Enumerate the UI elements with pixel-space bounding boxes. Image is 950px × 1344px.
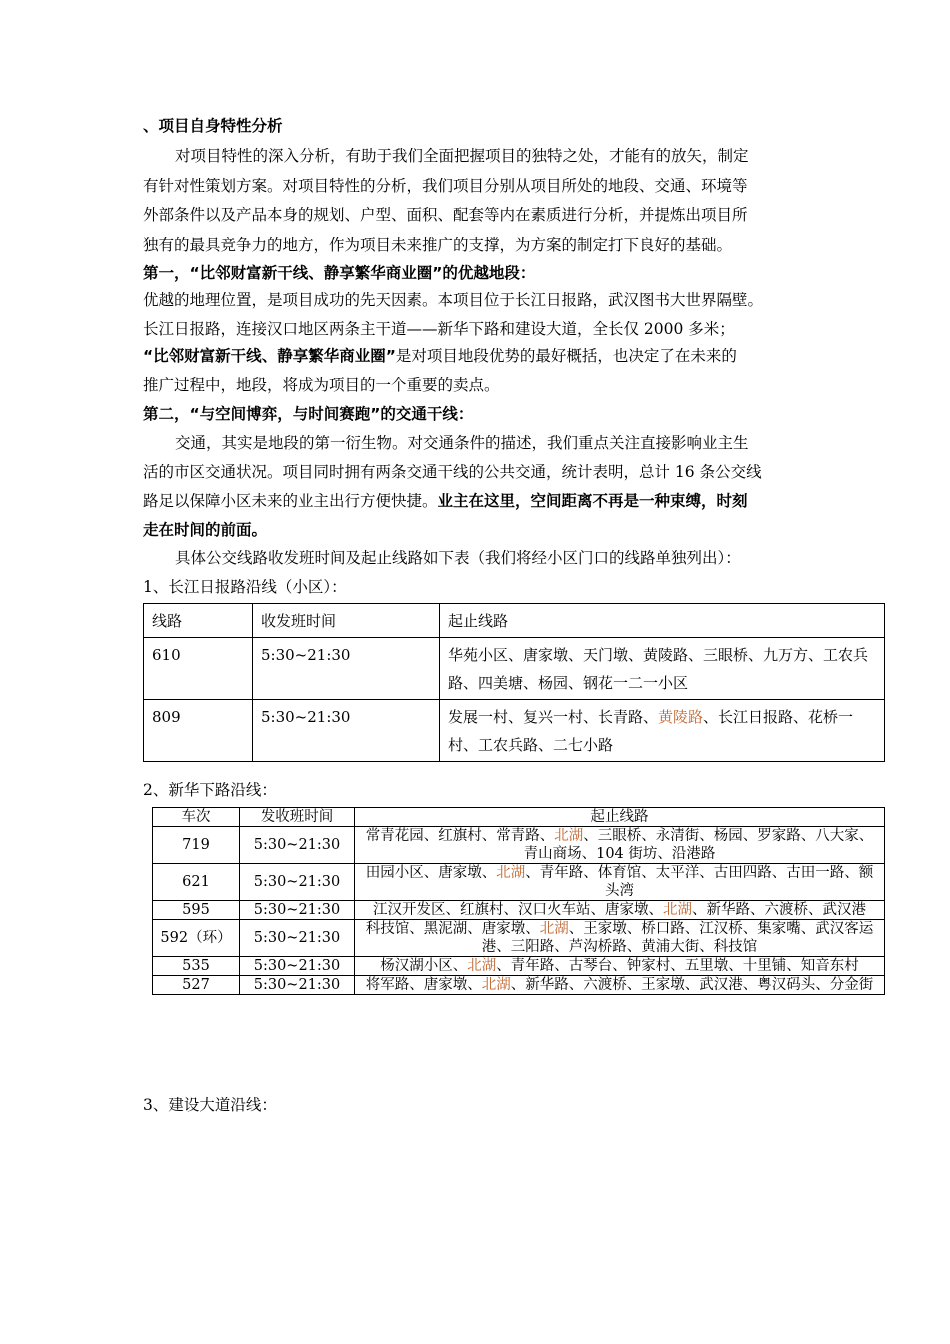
point1-heading: 第一，“比邻财富新干线、静享繁华商业圈”的优越地段：: [143, 264, 536, 282]
route-part: 发展一村、复兴一村、长青路、: [448, 708, 659, 726]
header-cell: 车次: [153, 808, 240, 827]
bus-table-xinhua: [152, 807, 885, 995]
route-part: 将军路、唐家墩、: [365, 977, 482, 993]
route-highlight: 北湖: [539, 921, 569, 937]
table1-title: 1、长江日报路沿线（小区）：: [143, 578, 347, 596]
table-row: [153, 827, 885, 864]
service-time: 5:30~21:30: [240, 901, 355, 920]
route-stops: [355, 864, 885, 901]
point1-line-4: 推广过程中，地段，将成为项目的一个重要的卖点。: [143, 376, 500, 394]
route-part: 、新华路、六渡桥、武汉港: [692, 902, 866, 918]
route-highlight: 北湖: [663, 902, 692, 918]
bus-number: 621: [153, 864, 240, 901]
bus-number: 719: [153, 827, 240, 864]
route-part: 田园小区、唐家墩、: [365, 865, 497, 881]
route-number: 610: [144, 638, 253, 700]
route-part: 常青花园、红旗村、常青路、: [365, 828, 555, 844]
route-highlight: 黄陵路: [658, 708, 704, 726]
route-part: 杨汉湖小区、: [380, 958, 468, 974]
route-stops: 华苑小区、唐家墩、天门墩、黄陵路、三眼桥、九万方、工农兵路、四美塘、杨园、钢花一二一小区: [440, 638, 885, 700]
route-part: 江汉开发区、红旗村、汉口火车站、唐家墩、: [373, 902, 663, 918]
bus-number: 595: [153, 901, 240, 920]
point2-line-4: 走在时间的前面。: [143, 521, 268, 539]
point1-line-3: [143, 345, 737, 367]
route-highlight: 北湖: [496, 865, 526, 881]
table-row: [153, 901, 885, 920]
point2-line-3-normal: 路足以保障小区未来的业主出行方便快捷。: [143, 492, 438, 510]
point1-line-2: 长江日报路，连接汉口地区两条主干道——新华下路和建设大道，全长仅 2000 多米；: [143, 320, 735, 338]
service-time: 5:30~21:30: [240, 957, 355, 976]
table-row: [153, 976, 885, 995]
bus-number: 592（环）: [153, 920, 240, 957]
route-stops: [355, 827, 885, 864]
point1-line-3-rest: 是对项目地段优势的最好概括，也决定了在未来的: [395, 347, 737, 365]
table-row: [153, 864, 885, 901]
table-header-row: [144, 604, 885, 638]
service-time: 5:30~21:30: [240, 827, 355, 864]
route-stops: [355, 920, 885, 957]
service-time: 5:30~21:30: [240, 976, 355, 995]
route-stops: [355, 957, 885, 976]
route-part: 、新华路、六渡桥、王家墩、武汉港、粤汉码头、分金街: [510, 977, 874, 993]
table2-title: 2、新华下路沿线：: [143, 781, 277, 799]
route-highlight: 北湖: [481, 977, 511, 993]
point1-line-1: 优越的地理位置，是项目成功的先天因素。本项目位于长江日报路，武汉图书大世界隔壁。: [143, 291, 764, 309]
table-row: [144, 638, 885, 700]
header-cell: 起止线路: [355, 808, 885, 827]
route-part: 、王家墩、桥口路、江汉桥、集家嘴、武汉客运港、三阳路、芦沟桥路、黄浦大街、科技馆: [481, 921, 874, 955]
bus-number: 527: [153, 976, 240, 995]
table-header-row: [153, 808, 885, 827]
point2-line-2: 活的市区交通状况。项目同时拥有两条交通干线的公共交通，统计表明，总计 16 条公交线: [143, 463, 762, 481]
route-highlight: 北湖: [467, 958, 497, 974]
route-stops: [355, 976, 885, 995]
table-row: [144, 700, 885, 762]
header-cell: 发收班时间: [240, 808, 355, 827]
route-part: 科技馆、黑泥湖、唐家墩、: [365, 921, 540, 937]
section-title: 、项目自身特性分析: [143, 117, 283, 135]
section3-title: 3、建设大道沿线：: [143, 1096, 277, 1114]
intro-line-4: 独有的最具竞争力的地方，作为项目未来推广的支撑，为方案的制定打下良好的基础。: [143, 236, 733, 254]
route-part: 、青年路、体育馆、太平洋、古田四路、古田一路、额头湾: [525, 865, 874, 899]
table-row: [153, 957, 885, 976]
service-time: 5:30~21:30: [253, 638, 440, 700]
point2-line-5: 具体公交线路收发班时间及起止线路如下表（我们将经小区门口的线路单独列出）：: [175, 549, 741, 567]
point2-heading: 第二，“与空间博弈，与时间赛跑”的交通干线：: [143, 405, 474, 423]
route-part: 、长江日报路、花桥一村、工农兵路、二七小路: [448, 708, 854, 754]
table-row: [153, 920, 885, 957]
route-highlight: 北湖: [554, 828, 584, 844]
header-cell: 起止线路: [440, 604, 885, 638]
point1-slogan: “比邻财富新干线、静享繁华商业圈”: [143, 347, 396, 365]
intro-line-1: 对项目特性的深入分析，有助于我们全面把握项目的独特之处，才能有的放矢，制定: [175, 147, 749, 165]
intro-line-3: 外部条件以及产品本身的规划、户型、面积、配套等内在素质进行分析，并提炼出项目所: [143, 206, 748, 224]
route-number: 809: [144, 700, 253, 762]
service-time: 5:30~21:30: [253, 700, 440, 762]
route-part: 、青年路、古琴台、钟家村、五里墩、十里铺、知音东村: [496, 958, 859, 974]
header-cell: 线路: [144, 604, 253, 638]
point2-line-3: [143, 490, 748, 512]
service-time: 5:30~21:30: [240, 920, 355, 957]
route-stops: [440, 700, 885, 762]
point2-line-1: 交通，其实是地段的第一衍生物。对交通条件的描述，我们重点关注直接影响业主生: [175, 434, 749, 452]
point2-line-3-bold: 业主在这里，空间距离不再是一种束缚，时刻: [437, 492, 748, 510]
service-time: 5:30~21:30: [240, 864, 355, 901]
header-cell: 收发班时间: [253, 604, 440, 638]
route-stops: [355, 901, 885, 920]
bus-number: 535: [153, 957, 240, 976]
route-part: 、三眼桥、永清街、杨园、罗家路、八大家、青山商场、104 街坊、沿港路: [523, 828, 874, 862]
intro-line-2: 有针对性策划方案。对项目特性的分析，我们项目分别从项目所处的地段、交通、环境等: [143, 177, 748, 195]
bus-table-changjiang: [143, 603, 885, 762]
